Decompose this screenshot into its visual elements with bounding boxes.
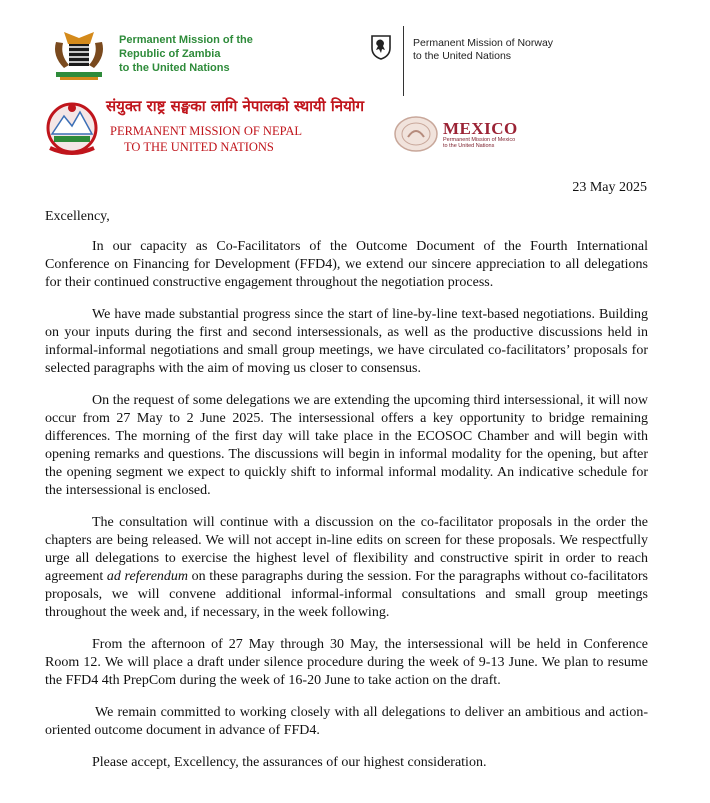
letter-date: 23 May 2025 [572,180,647,195]
ad-referendum-emphasis: ad referendum [106,569,189,584]
zambia-line-1: Permanent Mission of the [119,34,253,46]
zambia-line-2: Republic of Zambia [119,48,221,60]
norway-lion-icon [370,34,392,60]
closing: Please accept, Excellency, the assurances of our highest consideration. [92,755,487,770]
mexico-seal-icon [393,115,439,153]
nepal-line-2: TO THE UNITED NATIONS [124,140,274,154]
nepal-line-1: PERMANENT MISSION OF NEPAL [110,124,303,138]
mexico-sub-line-2: to the United Nations [443,143,495,149]
zambia-line-3: to the United Nations [119,62,230,74]
nepal-devanagari-title: संयुक्त राष्ट्र सङ्घका लागि नेपालको स्थायी नियोग [106,97,365,115]
mexico-name: MEXICO [443,119,518,138]
paragraph-4-part-a: The consultation will continue with a discussion on the co-facilitator proposals in the order the chapters are being released. We will not accept in-line edits on screen for these proposals. We respectfully urge all delegations to exercise the highest level of flexibility and constructive spirit in order to reach agreement [45,515,648,584]
paragraph-2: We have made substantial progress since the start of line-by-line text-based negotiations. Building on your inputs during the first and second intersessionals, as well as the productive discussions held in informal-informal negotiations and small group meetings, we have circulated co-facilitators’ proposals for selected paragraphs with the aim of moving us closer to consensus. [45,307,648,376]
letterhead [0,0,710,170]
paragraph-5: From the afternoon of 27 May through 30 May, the intersessional will be held in Conference Room 12. We will place a draft under silence procedure during the week of 9-13 June. We plan to resume the FFD4 4th PrepCom during the week of 16-20 June to take action on the draft. [45,637,648,688]
paragraph-6: We remain committed to working closely with all delegations to deliver an ambitious and action-oriented outcome document in advance of FFD4. [45,705,648,738]
zambia-coat-of-arms-icon [50,28,108,82]
salutation: Excellency, [45,209,110,224]
paragraph-1: In our capacity as Co-Facilitators of the Outcome Document of the Fourth International Conference on Financing for Development (FFD4), we extend our sincere appreciation to all delegations for their continued constructive engagement throughout the negotiation process. [45,239,648,290]
nepal-mission-logo [44,96,365,162]
norway-divider [403,26,404,96]
mexico-sub-line-1: Permanent Mission of Mexico [443,137,516,143]
zambia-mission-logo [46,24,286,84]
letter-body [45,208,648,786]
paragraph-3: On the request of some delegations we are extending the upcoming third intersessional, it will now occur from 27 May to 2 June 2025. The intersessional offers a key opportunity to bridge remaining differences. The morning of the first day will take place in the ECOSOC Chamber and will begin with opening remarks and questions. The discussions will begin in informal modality for the opening, but after the opening segment we expect to quickly shift to informal informal modality. An indicative schedule for the intersessional is enclosed. [45,393,648,498]
paragraph-4-part-b: on these paragraphs during the session. For the paragraphs without co-facilitators proposals, we will convene additional informal-informal consultations and small group meetings throughout the week and, if necessary, in the week following. [45,569,648,620]
mexico-mission-logo [393,115,553,155]
norway-line-2: to the United Nations [413,50,512,62]
norway-line-1: Permanent Mission of Norway [413,37,554,49]
paragraph-4 [45,514,648,622]
nepal-emblem-icon [44,98,100,160]
